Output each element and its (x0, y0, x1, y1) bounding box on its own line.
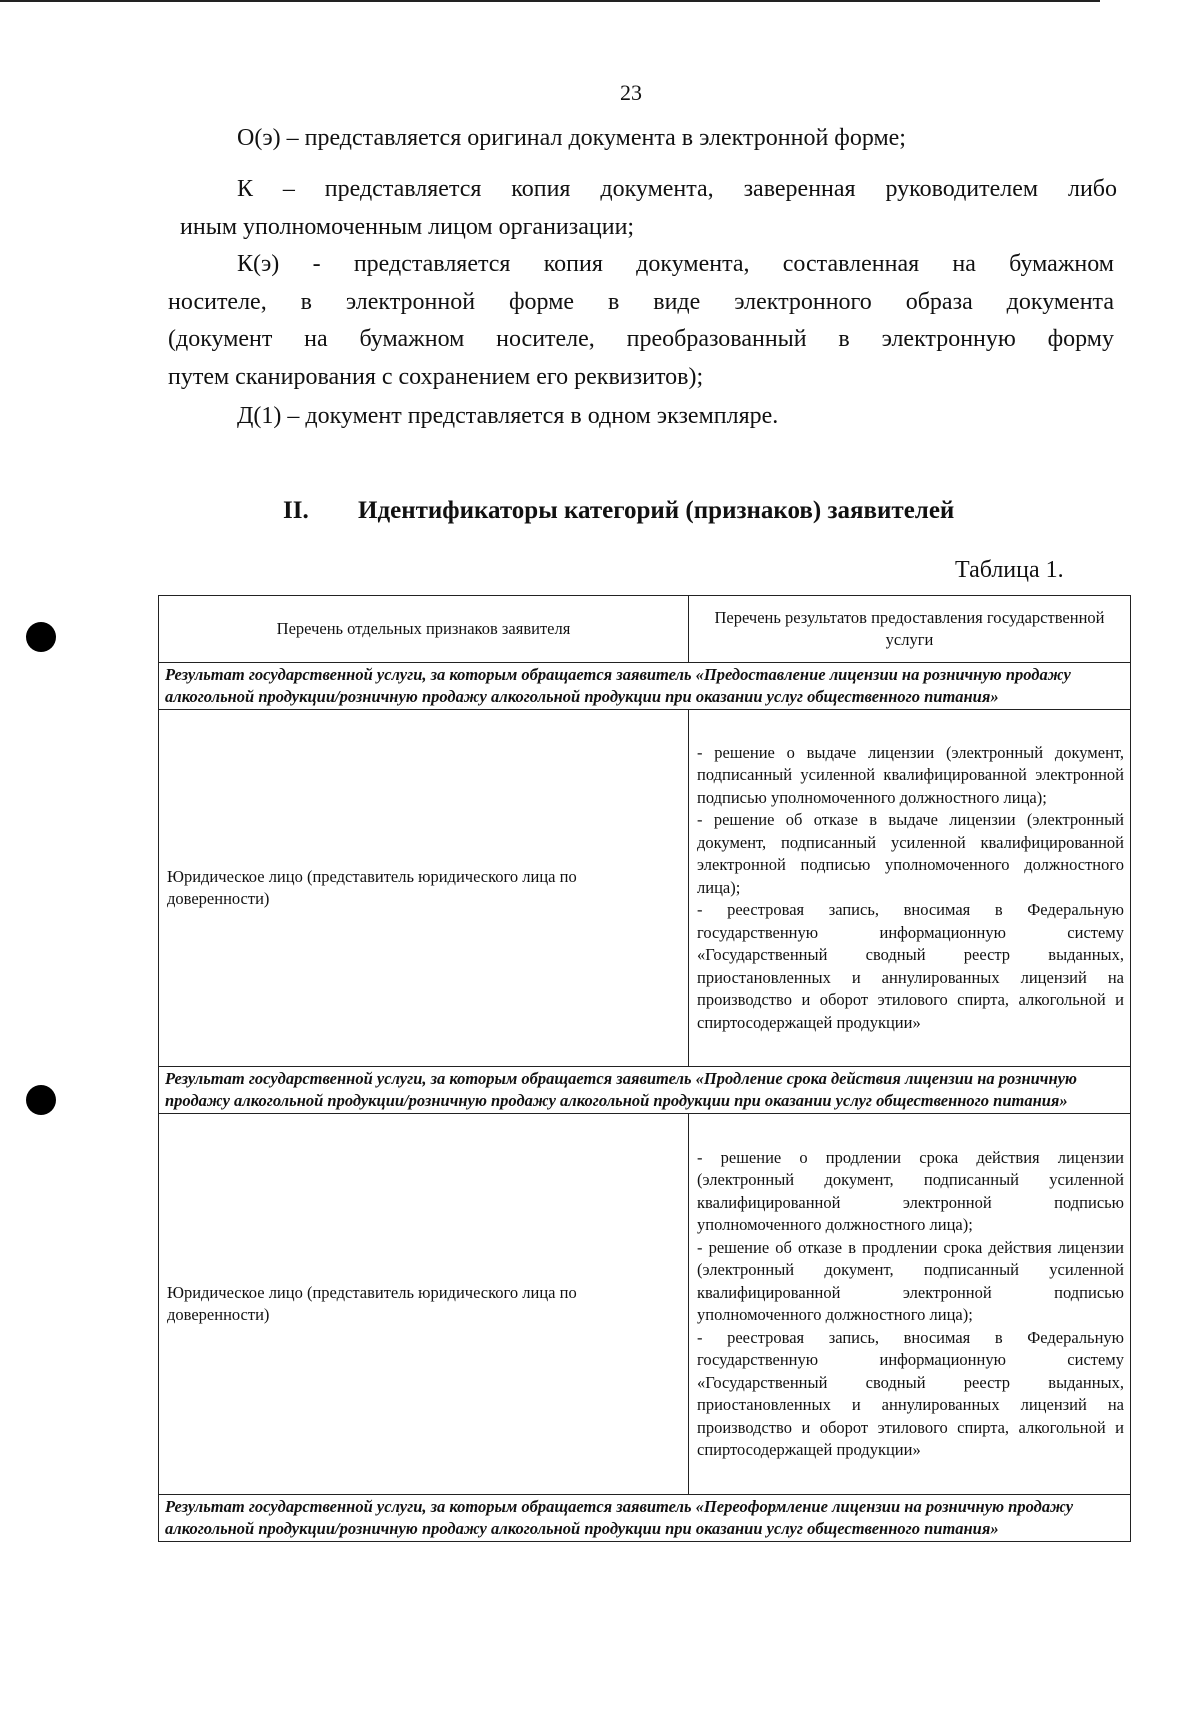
legend-copy-certified-line1: К – представляется копия документа, заверенная руководителем либо (237, 176, 1117, 202)
section-heading (283, 497, 954, 525)
group-title-license-extension: Результат государственной услуги, за которым обращается заявитель «Продление срока действия лицензии на розничную продажу алкогольной продукции/розничную продажу алкогольной продукции при оказании услуг общественного питания» (159, 1067, 1131, 1114)
applicant-cell: Юридическое лицо (представитель юридического лица по доверенности) (159, 1114, 689, 1495)
column-header-service-results: Перечень результатов предоставления государственной услуги (689, 596, 1131, 663)
page-number: 23 (620, 80, 642, 105)
table-group-row (159, 1067, 1131, 1114)
punch-hole-mark (26, 622, 56, 652)
result-item: - решение об отказе в продлении срока действия лицензии (электронный документ, подписанный усиленной квалифицированной электронной подписью уполномоченного должностного лица); (697, 1237, 1124, 1324)
result-item: - решение о продлении срока действия лицензии (электронный документ, подписанный усиленной квалифицированной электронной подписью уполномоченного должностного лица); (697, 1147, 1124, 1234)
section-number: II. (283, 497, 309, 524)
legend-copy-electronic-line4: путем сканирования с сохранением его реквизитов); (168, 364, 704, 390)
legend-single-copy: Д(1) – документ представляется в одном экземпляре. (237, 403, 779, 429)
column-header-applicant-features: Перечень отдельных признаков заявителя (159, 596, 689, 663)
legend-copy-electronic-line3: (документ на бумажном носителе, преобразованный в электронную форму (168, 326, 1114, 352)
group-title-license-issue: Результат государственной услуги, за которым обращается заявитель «Предоставление лицензии на розничную продажу алкогольной продукции/розничную продажу алкогольной продукции при оказании услуг общественного питания» (159, 663, 1131, 710)
legend-copy-electronic-line1: К(э) - представляется копия документа, составленная на бумажном (237, 251, 1114, 277)
result-item: - решение об отказе в выдаче лицензии (электронный документ, подписанный усиленной квалифицированной электронной подписью уполномоченного должностного лица); (697, 810, 1124, 897)
results-cell (689, 710, 1131, 1067)
table-row (159, 710, 1131, 1067)
legend-original-electronic: О(э) – представляется оригинал документа в электронной форме; (237, 125, 906, 151)
table-header-row (159, 596, 1131, 663)
table-caption: Таблица 1. (955, 557, 1064, 583)
results-cell (689, 1114, 1131, 1495)
table-row (159, 1114, 1131, 1495)
group-title-license-reissue: Результат государственной услуги, за которым обращается заявитель «Переоформление лицензии на розничную продажу алкогольной продукции/розничную продажу алкогольной продукции при оказании услуг общественного питания» (159, 1495, 1131, 1542)
legend-copy-electronic-line2: носителе, в электронной форме в виде электронного образа документа (168, 289, 1114, 315)
result-item: - реестровая запись, вносимая в Федеральную государственную информационную систему «Государственный сводный реестр выданных, приостановленных и аннулированных лицензий на производство и оборот этилового спирта, алкогольной и спиртосодержащей продукции» (697, 900, 1124, 1032)
applicant-cell: Юридическое лицо (представитель юридического лица по доверенности) (159, 710, 689, 1067)
legend-copy-certified-line2: иным уполномоченным лицом организации; (180, 214, 635, 240)
section-title: Идентификаторы категорий (признаков) заявителей (358, 497, 955, 524)
table-group-row (159, 1495, 1131, 1542)
table-group-row (159, 663, 1131, 710)
applicant-categories-table (158, 595, 1131, 1542)
top-edge-rule (0, 0, 1100, 2)
result-item: - решение о выдаче лицензии (электронный документ, подписанный усиленной квалифицированной электронной подписью уполномоченного должностного лица); (697, 742, 1124, 807)
punch-hole-mark (26, 1085, 56, 1115)
result-item: - реестровая запись, вносимая в Федеральную государственную информационную систему «Государственный сводный реестр выданных, приостановленных и аннулированных лицензий на производство и оборот этилового спирта, алкогольной и спиртосодержащей продукции» (697, 1327, 1124, 1459)
